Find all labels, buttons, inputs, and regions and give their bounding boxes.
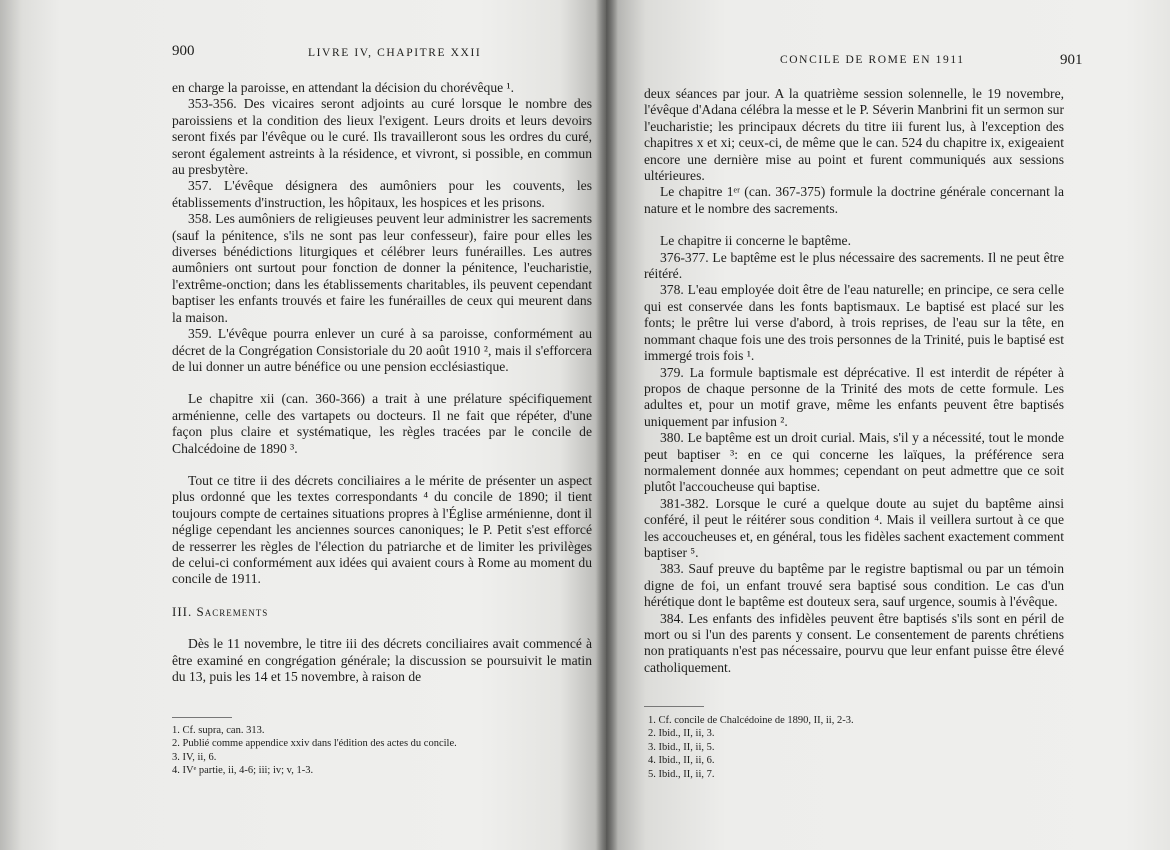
body-text xyxy=(172,80,592,685)
paragraph: 359. L'évêque pourra enlever un curé à sa paroisse, conformément au décret de la Congrégation Consistoriale du 20 août 1910 ², mais il s'efforcera de lui donner un autre bénéfice ou une pension ecclésiastique. xyxy=(172,326,592,374)
paragraph: 357. L'évêque désignera des aumôniers pour les couvents, les établissements d'instruction, les hôpitaux, les hospices et les prisons. xyxy=(172,178,592,210)
paragraph: 353-356. Des vicaires seront adjoints au curé lorsque le nombre des paroissiens et la condition des lieux l'exigent. Leurs droits et leurs devoirs seront fixés par l'évêque ou le curé. Ils travailleront sous les ordres du curé, seront également astreints à la résidence, et vivront, si possible, en commun au presbytère. xyxy=(172,96,592,178)
paragraph: 380. Le baptême est un droit curial. Mais, s'il y a nécessité, tout le monde peut baptiser ³: en ce qui concerne les laïques, la préférence sera normalement donnée aux hommes; cependant on peut admettre que ce soit plutôt l'accoucheuse qui baptise. xyxy=(644,430,1064,495)
paragraph: 384. Les enfants des infidèles peuvent être baptisés s'ils sont en péril de mort ou si l'un des parents y consent. Le consentement de parents chrétiens non pratiquants n'est pas nécessaire, pourvu que leur enfant puisse être élevé catholiquement. xyxy=(644,610,1064,675)
paragraph: Le chapitre ii concerne le baptême. xyxy=(660,233,851,249)
footnote: 4. IVᵉ partie, ii, 4-6; iii; iv; v, 1-3. xyxy=(172,765,314,777)
section-heading: III. Sacrements xyxy=(172,603,269,619)
paragraph: 379. La formule baptismale est déprécative. Il est interdit de répéter à propos de chaque personne de la Trinité des mots de cette formule. Les adultes et, pour un motif grave, même les enfants peuvent être baptisés uniquement par infusion ². xyxy=(644,364,1064,429)
footnote: 4. Ibid., II, ii, 6. xyxy=(648,755,715,767)
footnote: 5. Ibid., II, ii, 7. xyxy=(648,768,715,780)
footnote-rule xyxy=(644,706,704,707)
footnote: 3. Ibid., II, ii, 5. xyxy=(648,741,715,753)
paragraph: 383. Sauf preuve du baptême par le registre baptismal ou par un témoin digne de foi, un enfant trouvé sera baptisé sous condition. Le cas d'un hérétique dont le baptême est douteux sera, sauf urgence, soumis à l'évêque. xyxy=(644,561,1064,610)
footnotes xyxy=(172,724,592,778)
body-text xyxy=(644,86,1064,676)
paragraph: Le chapitre 1ᵉʳ (can. 367-375) formule la doctrine générale concernant la nature et le nombre des sacrements. xyxy=(644,184,1064,216)
running-head: LIVRE IV, CHAPITRE XXII xyxy=(308,47,482,59)
footnote-rule xyxy=(172,717,232,718)
paragraph: 358. Les aumôniers de religieuses peuvent leur administrer les sacrements (sauf la pénitence, s'ils ne sont pas leur confesseur), faire pour elles les diverses bénédictions liturgiques et célébrer leurs funérailles. Les autres aumôniers ont surtout pour fonction de donner la pénitence, l'eucharistie, l'extrême-onction; dans les établissements charitables, ils peuvent cependant baptiser les enfants trouvés et faire les funérailles de ceux qui meurent dans la maison. xyxy=(172,211,592,325)
right-page xyxy=(606,0,1170,850)
footnotes xyxy=(648,714,1048,781)
footnote: 3. IV, ii, 6. xyxy=(172,751,217,763)
paragraph: deux séances par jour. A la quatrième session solennelle, le 19 novembre, l'évêque d'Adana célébra la messe et le P. Séverin Manbrini fit un sermon sur l'eucharistie; les principaux décrets du titre iii furent lus, à l'exception des chapitres x et xi; ceux-ci, de même que le can. 524 du chapitre ix, exigeaient encore une dernière mise au point et furent communiqués aux sessions ultérieures. xyxy=(644,86,1064,184)
paragraph: Le chapitre xii (can. 360-366) a trait à une prélature spécifiquement arménienne, celle des vartapets ou docteurs. Il ne fait que répéter, d'une façon plus claire et systématique, les règles tracées par le concile de Chalcédoine de 1890 ³. xyxy=(172,391,592,456)
footnote: 1. Cf. concile de Chalcédoine de 1890, II, ii, 2-3. xyxy=(648,715,854,726)
paragraph: Tout ce titre ii des décrets conciliaires a le mérite de présenter un aspect plus ordonné que les textes correspondants ⁴ du concile de 1890; il tient toujours compte de certaines situations propres à l'Église arménienne, dont il néglige cependant les anciennes sources canoniques; le P. Petit s'est efforcé de resserrer les règles de l'élection du patriarche et de limiter les privilèges de celui-ci conformément aux idées qui avaient cours à Rome au moment du concile de 1911. xyxy=(172,472,592,587)
page-number: 900 xyxy=(172,43,195,59)
running-head: CONCILE DE ROME EN 1911 xyxy=(780,54,965,66)
paragraph: en charge la paroisse, en attendant la décision du chorévêque ¹. xyxy=(172,80,515,95)
paragraph: 378. L'eau employée doit être de l'eau naturelle; en principe, ce sera celle qui est conservée dans les fonts baptismaux. Le baptisé est placé sur les fonts; le prêtre lui verse d'abord, à trois reprises, de l'eau sur la tête, en nommant chaque fois une des trois personnes de la Trinité, puis le baptisé est immergé trois fois ¹. xyxy=(644,282,1064,364)
footnote: 2. Ibid., II, ii, 3. xyxy=(648,728,715,740)
book-gutter xyxy=(596,0,618,850)
page-number: 901 xyxy=(1060,52,1083,68)
paragraph: 376-377. Le baptême est le plus nécessaire des sacrements. Il ne peut être réitéré. xyxy=(644,249,1064,282)
footnote: 1. Cf. supra, can. 313. xyxy=(172,725,265,736)
paragraph: 381-382. Lorsque le curé a quelque doute au sujet du baptême ainsi conféré, il peut le réitérer sous condition ⁴. Mais il veillera surtout à ce que les accoucheuses et, en général, tous les fidèles sachent exactement comment baptiser ⁵. xyxy=(644,495,1064,560)
paragraph: Dès le 11 novembre, le titre iii des décrets conciliaires avait commencé à être examiné en congrégation générale; la discussion se poursuivit le matin du 13, puis les 14 et 15 novembre, à raison de xyxy=(172,636,592,684)
footnote: 2. Publié comme appendice xxiv dans l'édition des actes du concile. xyxy=(172,738,457,750)
